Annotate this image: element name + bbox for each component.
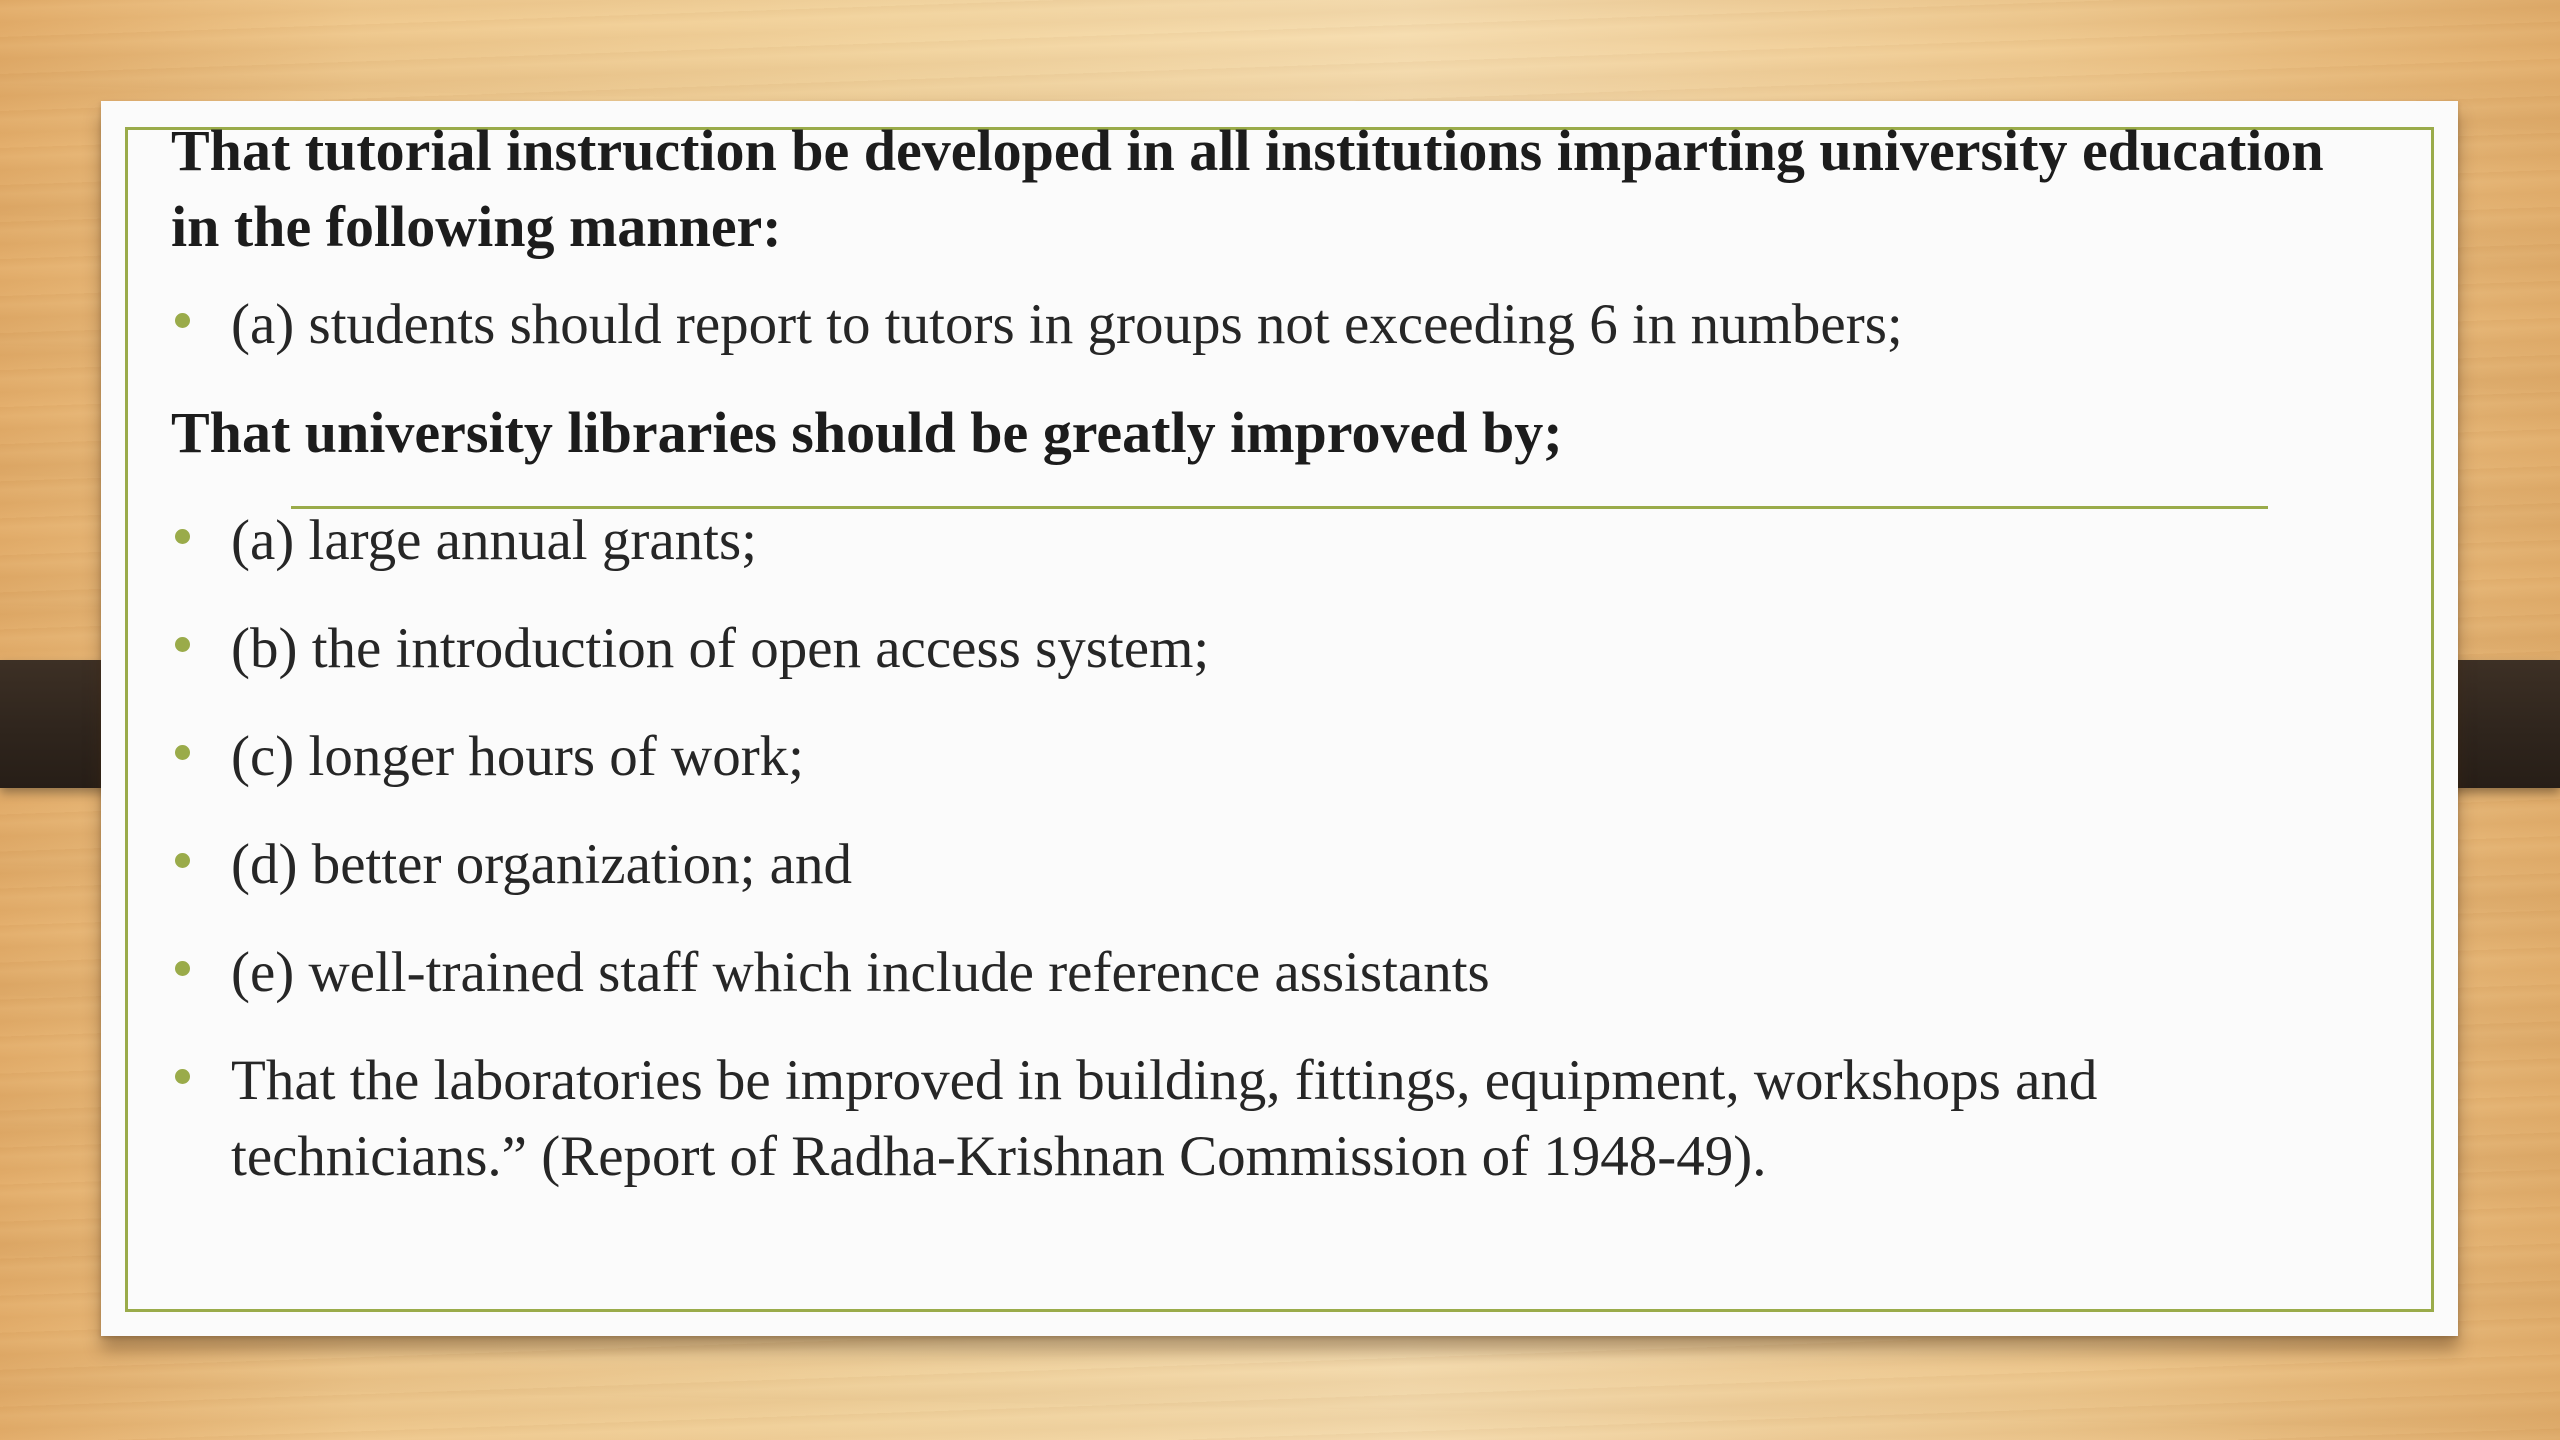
- bullet-dot-icon: [175, 853, 190, 868]
- list-item: [171, 827, 2371, 903]
- list-item-text: (e) well-trained staff which include reference assistants: [231, 941, 1490, 1004]
- list-item: [171, 935, 2371, 1011]
- bullet-dot-icon: [175, 637, 190, 652]
- list-item-text: (a) large annual grants;: [231, 509, 757, 572]
- tutorial-list: [171, 287, 2371, 363]
- list-item-text: (d) better organization; and: [231, 833, 852, 896]
- list-item-text: (b) the introduction of open access system;: [231, 617, 1210, 680]
- bullet-dot-icon: [175, 313, 190, 328]
- list-item: [171, 719, 2371, 795]
- bullet-dot-icon: [175, 529, 190, 544]
- list-item: [171, 611, 2371, 687]
- list-item-text: That the laboratories be improved in building, fittings, equipment, workshops and technicians.” (Report of Radha-Krishnan Commission of 1948-49).: [231, 1049, 2098, 1188]
- slide-card: [101, 101, 2458, 1336]
- list-item-text: (c) longer hours of work;: [231, 725, 805, 788]
- list-item: [171, 1043, 2371, 1195]
- list-item: [171, 503, 2371, 579]
- library-heading: That university libraries should be greatly improved by;: [171, 400, 1563, 465]
- tutorial-heading: That tutorial instruction be developed in all institutions imparting university education in the following manner:: [171, 118, 2324, 259]
- bullet-dot-icon: [175, 961, 190, 976]
- list-item-text: (a) students should report to tutors in groups not exceeding 6 in numbers;: [231, 293, 1903, 356]
- bullet-dot-icon: [175, 745, 190, 760]
- library-list: [171, 503, 2371, 1195]
- list-item: [171, 287, 2371, 363]
- slide-content: [171, 113, 2371, 1195]
- bullet-dot-icon: [175, 1069, 190, 1084]
